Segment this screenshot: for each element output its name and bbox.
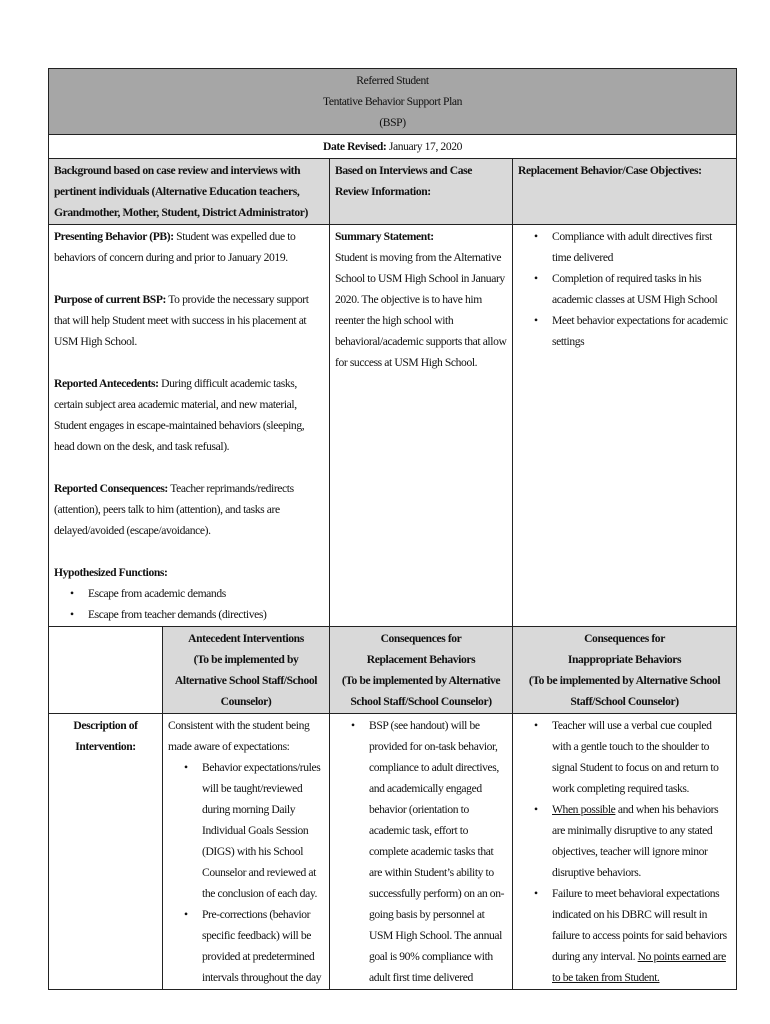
- background-cell: [49, 225, 330, 627]
- consequences-label: Reported Consequences:: [54, 482, 168, 495]
- inappropriate-consequences-header: [513, 627, 737, 714]
- header-line: Antecedent Interventions: [188, 632, 304, 645]
- inappropriate-description-cell: [513, 714, 737, 990]
- reported-antecedents: [54, 373, 324, 457]
- bsp-table: [48, 68, 737, 990]
- title-row: [49, 69, 737, 135]
- summary-text: Student is moving from the Alternative School to USM High School in January 2020. The objective is to have him reenter the high school with behavioral/academic supports that allow for success at USM High School.: [335, 251, 507, 369]
- blank-header-cell: [49, 627, 163, 714]
- antecedent-intro: Consistent with the student being made aware of expectations:: [168, 719, 310, 753]
- functions-label: Hypothesized Functions:: [54, 566, 168, 579]
- objectives-header: Replacement Behavior/Case Objectives:: [513, 159, 737, 225]
- function-item: • Escape from teacher demands (directives): [88, 604, 324, 625]
- replacement-item: • BSP (see handout) will be provided for on-task behavior, compliance to adult directives, and academically engaged behavior (orientation to academic task, effort to complete academic tasks that are within Student’s ability to successfully perform) on an on-going basis by personnel at USM High School. The annual goal is 90% compliance with adult first time delivered: [369, 715, 507, 988]
- header-line: School Staff/School Counselor): [350, 695, 492, 708]
- function-item: • Escape from academic demands: [88, 583, 324, 604]
- behavior-support-plan-document: [48, 68, 736, 990]
- header-line: (To be implemented by Alternative: [341, 674, 501, 687]
- functions-list: [54, 583, 324, 625]
- inappropriate-item-text: Failure to meet behavioral expectations indicated on his DBRC will result in failure to access points for said behaviors during any interval.: [552, 887, 727, 963]
- header-line: Inappropriate Behaviors: [567, 653, 682, 666]
- interviews-header: Based on Interviews and Case Review Information:: [330, 159, 513, 225]
- objective-item: • Compliance with adult directives first time delivered: [552, 226, 731, 268]
- purpose-text: To provide the necessary support that will help Student meet with success in his placement at USM High School.: [54, 293, 309, 348]
- date-value: January 17, 2020: [388, 140, 463, 153]
- antecedents-text: During difficult academic tasks, certain subject area academic material, and new material, Student engages in escape-maintained behaviors (sleeping, head down on the desk, and task refusal).: [54, 377, 305, 453]
- background-header: Background based on case review and interviews with pertinent individuals (Alternative Education teachers, Grandmother, Mother, Student, District Administrator): [49, 159, 330, 225]
- purpose-of-bsp: [54, 289, 324, 352]
- pb-text: Student was expelled due to behaviors of concern during and prior to January 2019.: [54, 230, 296, 264]
- summary-label: Summary Statement:: [335, 230, 434, 243]
- inappropriate-item: • Teacher will use a verbal cue coupled with a gentle touch to the shoulder to signal Student to focus on and return to work completing required tasks.: [552, 715, 731, 799]
- no-points-text: No points earned are to be taken from Student.: [552, 950, 726, 984]
- header-line: Counselor): [220, 695, 272, 708]
- objective-item: • Meet behavior expectations for academic settings: [552, 310, 731, 352]
- antecedents-label: Reported Antecedents:: [54, 377, 159, 390]
- header-line: Consequences for: [380, 632, 462, 645]
- reported-consequences: [54, 478, 324, 541]
- header-line: Staff/School Counselor): [570, 695, 679, 708]
- description-label: Description of Intervention:: [49, 714, 163, 990]
- inappropriate-item: [552, 799, 731, 883]
- inappropriate-item: [552, 883, 731, 988]
- antecedent-interventions-header: [163, 627, 330, 714]
- background-row: [49, 225, 737, 627]
- antecedent-description-cell: [163, 714, 330, 990]
- header-line: Consequences for: [584, 632, 665, 645]
- objectives-list: [518, 226, 731, 352]
- header-line: (To be implemented by: [193, 653, 299, 666]
- date-label: Date Revised:: [323, 140, 387, 153]
- inappropriate-list: [518, 715, 731, 988]
- description-row: [49, 714, 737, 990]
- inappropriate-item-rest: and when his behaviors are minimally disruptive to any stated objectives, teacher will ignore minor disruptive behaviors.: [552, 803, 719, 879]
- antecedent-item: • Pre-corrections (behavior specific feedback) will be provided at predetermined intervals throughout the day: [202, 904, 324, 988]
- replacement-consequences-header: [330, 627, 513, 714]
- antecedent-list: [168, 757, 324, 988]
- objectives-cell: [513, 225, 737, 627]
- title-line-1: Referred Student: [356, 74, 429, 87]
- replacement-list: [335, 715, 507, 988]
- purpose-label: Purpose of current BSP:: [54, 293, 166, 306]
- pb-label: Presenting Behavior (PB):: [54, 230, 174, 243]
- plan-title: [49, 69, 737, 135]
- header-line: Alternative School Staff/School: [174, 674, 318, 687]
- interventions-header-row: [49, 627, 737, 714]
- replacement-description-cell: [330, 714, 513, 990]
- title-line-2: Tentative Behavior Support Plan: [322, 95, 463, 108]
- presenting-behavior: [54, 226, 324, 268]
- consequences-text: Teacher reprimands/redirects (attention), peers talk to him (attention), and tasks are delayed/avoided (escape/avoidance).: [54, 482, 294, 537]
- antecedent-item: • Behavior expectations/rules will be taught/reviewed during morning Daily Individual Goals Session (DIGS) with his School Counselor and reviewed at the conclusion of each day.: [202, 757, 324, 904]
- when-possible-text: When possible: [552, 803, 616, 816]
- header-line: Replacement Behaviors: [366, 653, 476, 666]
- summary-cell: [330, 225, 513, 627]
- date-revised: [49, 135, 737, 159]
- column-header-row: [49, 159, 737, 225]
- date-row: [49, 135, 737, 159]
- title-line-3: (BSP): [379, 116, 406, 129]
- header-line: (To be implemented by Alternative School: [528, 674, 721, 687]
- objective-item: • Completion of required tasks in his academic classes at USM High School: [552, 268, 731, 310]
